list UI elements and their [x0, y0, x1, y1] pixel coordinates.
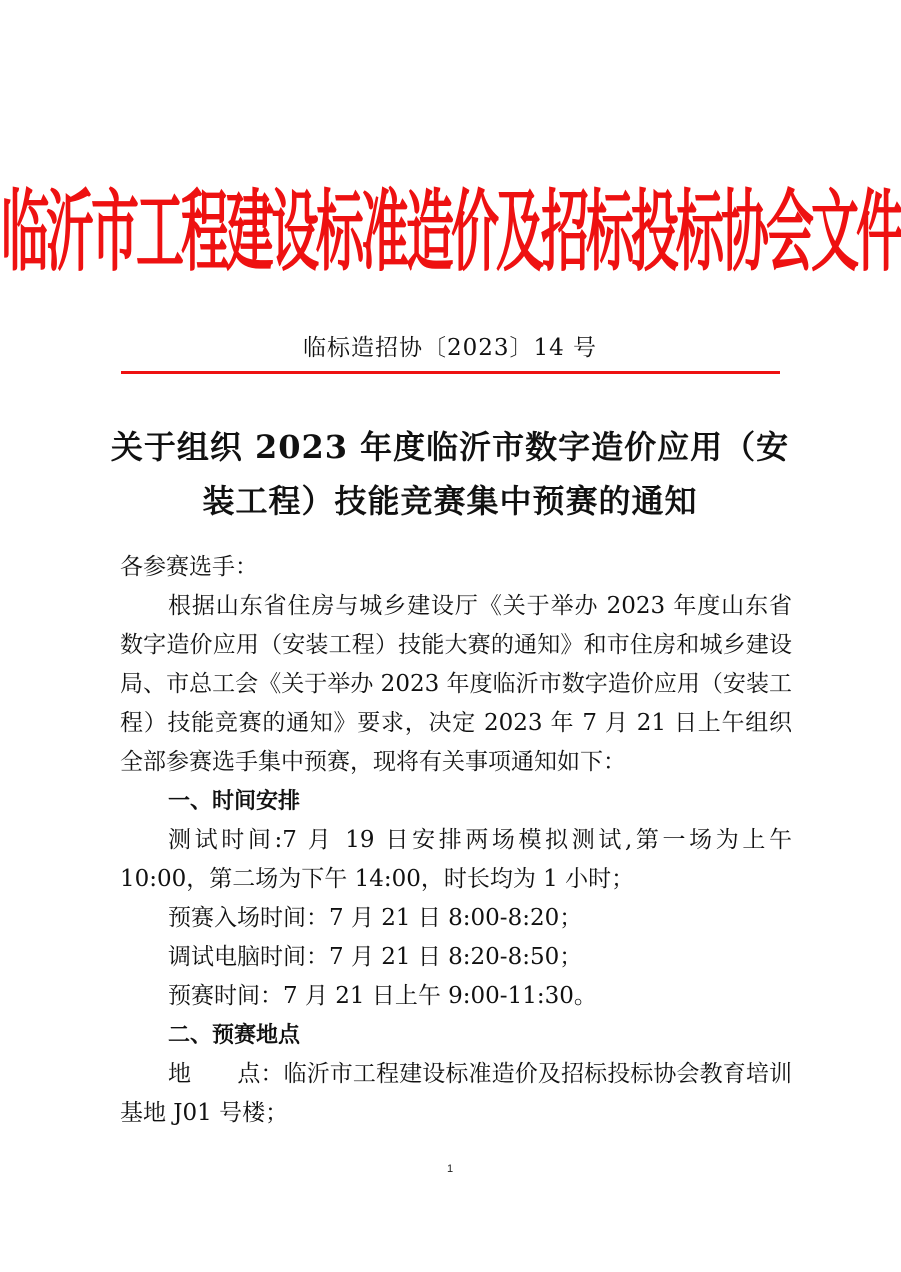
notice-body: [120, 548, 792, 1133]
schedule-item: 预赛入场时间：7 月 21 日 8:00-8:20；: [168, 905, 583, 931]
location-item: 地 点：临沂市工程建设标准造价及招标投标协会教育培训基地 J01 号楼；: [120, 1061, 792, 1126]
schedule-item: 测试时间:7 月 19 日安排两场模拟测试,第一场为上午 10:00，第二场为下午 14:00，时长均为 1 小时；: [120, 827, 792, 892]
page-number: 1: [446, 1163, 454, 1175]
notice-title-line-2: 装工程）技能竞赛集中预赛的通知: [202, 482, 698, 520]
schedule-item: 预赛时间：7 月 21 日上午 9:00-11:30。: [168, 983, 597, 1009]
red-divider: [121, 371, 780, 374]
salutation: 各参赛选手：: [120, 554, 258, 580]
notice-title-line-1: 关于组织 2023 年度临沂市数字造价应用（安: [110, 428, 790, 466]
masthead-banner: [1, 181, 901, 285]
masthead-title: 临沂市工程建设标准造价及招标投标协会文件: [1, 181, 901, 285]
intro-paragraph: 根据山东省住房与城乡建设厅《关于举办 2023 年度山东省数字造价应用（安装工程）技能大赛的通知》和市住房和城乡建设局、市总工会《关于举办 2023 年度临沂市数字造价应用（安装工程）技能竞赛的通知》要求，决定 2023 年 7 月 21 日上午组织全部参赛选手集中预赛，现将有关事项通知如下：: [120, 593, 792, 775]
schedule-item: 调试电脑时间：7 月 21 日 8:20-8:50；: [168, 944, 583, 970]
notice-title: [110, 420, 790, 528]
document-number: 临标造招协〔2023〕14 号: [302, 335, 598, 361]
section-heading-location: 二、预赛地点: [168, 1023, 301, 1048]
section-heading-schedule: 一、时间安排: [168, 789, 301, 814]
